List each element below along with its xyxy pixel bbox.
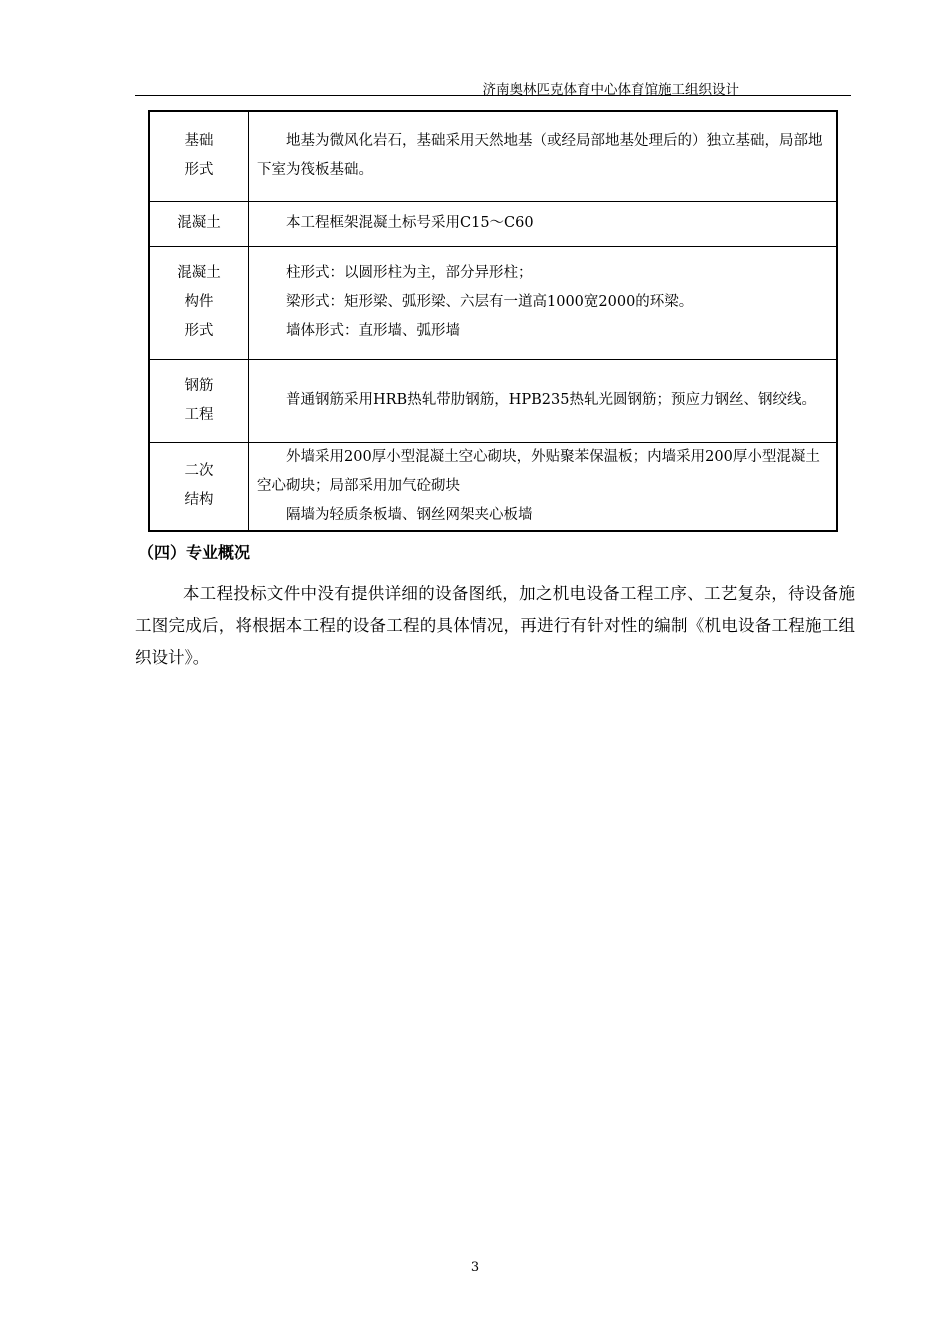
label-line: 钢筋: [184, 377, 214, 394]
label-line: 混凝土: [177, 265, 221, 281]
row-content: [249, 246, 838, 359]
row-label: [149, 201, 249, 246]
row-label: [149, 111, 249, 201]
label-line: 结构: [184, 492, 214, 508]
label-line: 构件: [184, 294, 214, 310]
table-row-member-form: [149, 246, 837, 359]
label-line: 基础: [184, 133, 214, 150]
content-line: 本工程框架混凝土标号采用C15～C60: [286, 215, 534, 231]
content-line: 外墙采用200厚小型混凝土空心砌块，外贴聚苯保温板；内墙采用200厚小型混凝土空心砌块；局部采用加气砼砌块: [257, 448, 820, 494]
row-label: [149, 359, 249, 442]
row-content: [249, 359, 838, 442]
label-line: 二次: [184, 463, 214, 479]
header-rule: [135, 95, 851, 96]
content-line: 地基为微风化岩石，基础采用天然地基（或经局部地基处理后的）独立基础，局部地下室为筏板基础。: [257, 133, 823, 179]
content-line: 柱形式：以圆形柱为主，部分异形柱；: [286, 265, 533, 281]
specification-table: [148, 110, 838, 532]
label-line: 形式: [184, 162, 214, 179]
table-row-rebar: [149, 359, 837, 442]
label-line: 形式: [184, 323, 214, 339]
row-label: [149, 442, 249, 531]
section-heading: （四）专业概况: [138, 543, 251, 562]
section-paragraph: 本工程投标文件中没有提供详细的设备图纸，加之机电设备工程工序、工艺复杂，待设备施工图完成后，将根据本工程的设备工程的具体情况，再进行有针对性的编制《机电设备工程施工组织设计》。: [135, 584, 855, 667]
content-line: 普通钢筋采用HRB热轧带肋钢筋，HPB235热轧光圆钢筋；预应力钢丝、钢绞线。: [286, 392, 816, 408]
label-line: 工程: [184, 406, 214, 423]
content-line: 梁形式：矩形梁、弧形梁、六层有一道高1000宽2000的环梁。: [286, 294, 694, 310]
page-number: 3: [470, 1260, 480, 1275]
row-label: [149, 246, 249, 359]
row-content: [249, 201, 838, 246]
content-line: 墙体形式：直形墙、弧形墙: [286, 323, 460, 339]
label-line: 混凝土: [177, 215, 221, 231]
page-header-title: 济南奥林匹克体育中心体育馆施工组织设计: [482, 82, 739, 98]
table-row-foundation: [149, 111, 837, 201]
table-row-concrete: [149, 201, 837, 246]
row-content: [249, 442, 838, 531]
table-row-secondary-structure: [149, 442, 837, 531]
content-line: 隔墙为轻质条板墙、钢丝网架夹心板墙: [286, 506, 533, 523]
row-content: [249, 111, 838, 201]
